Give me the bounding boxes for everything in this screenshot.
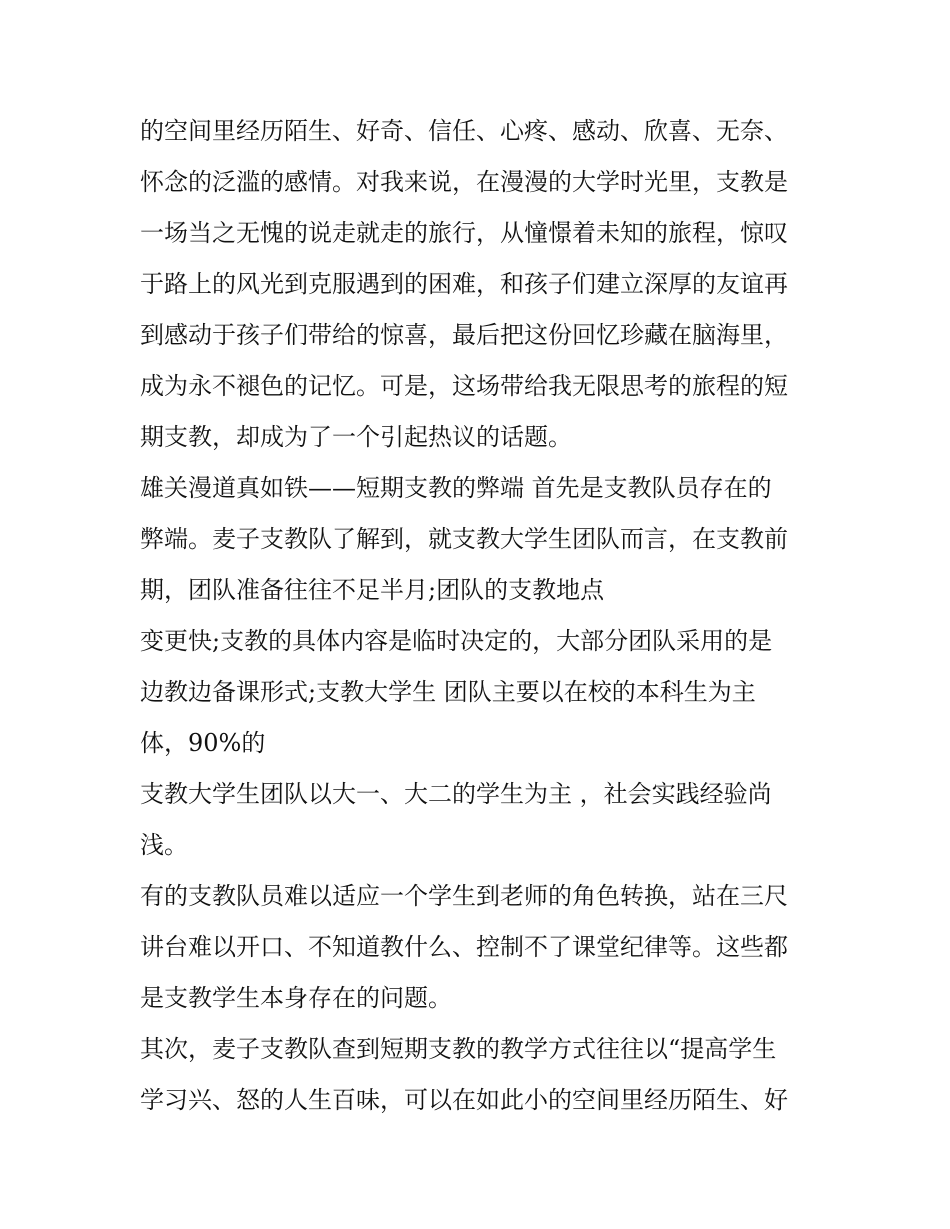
text-line-7: 期支教，却成为了一个引起热议的话题。 [140, 423, 572, 451]
text-line-12: 边教边备课形式;支教大学生 团队主要以在校的本科生为主 [140, 678, 756, 706]
text-line-2: 怀念的泛滥的感情。对我来说，在漫漫的大学时光里，支教是 [140, 168, 788, 196]
text-line-15: 浅。 [140, 831, 188, 859]
text-line-1: 的空间里经历陌生、好奇、信任、心疼、感动、欣喜、无奈、 [140, 117, 788, 145]
text-line-10: 期，团队准备往往不足半月;团队的支教地点 [140, 576, 605, 604]
text-line-8: 雄关漫道真如铁——短期支教的弊端 首先是支教队员存在的 [140, 474, 772, 502]
text-line-20: 学习兴、怒的人生百味，可以在如此小的空间里经历陌生、好 [140, 1086, 788, 1114]
text-line-13: 体，90%的 [140, 729, 266, 757]
body-text [140, 106, 820, 1126]
text-line-6: 成为永不褪色的记忆。可是，这场带给我无限思考的旅程的短 [140, 372, 788, 400]
text-line-14: 支教大学生团队以大一、大二的学生为主 ，社会实践经验尚 [140, 780, 772, 808]
text-line-19: 其次，麦子支教队查到短期支教的教学方式往往以“提高学生 [140, 1035, 777, 1063]
text-line-4: 于路上的风光到克服遇到的困难，和孩子们建立深厚的友谊再 [140, 270, 788, 298]
text-line-17: 讲台难以开口、不知道教什么、控制不了课堂纪律等。这些都 [140, 933, 788, 961]
text-line-9: 弊端。麦子支教队了解到，就支教大学生团队而言，在支教前 [140, 525, 788, 553]
text-line-5: 到感动于孩子们带给的惊喜，最后把这份回忆珍藏在脑海里， [140, 321, 788, 349]
text-line-16: 有的支教队员难以适应一个学生到老师的角色转换，站在三尺 [140, 882, 788, 910]
text-line-3: 一场当之无愧的说走就走的旅行，从憧憬着未知的旅程，惊叹 [140, 219, 788, 247]
text-line-11: 变更快;支教的具体内容是临时决定的，大部分团队采用的是 [140, 627, 773, 655]
text-line-18: 是支教学生本身存在的问题。 [140, 984, 452, 1012]
